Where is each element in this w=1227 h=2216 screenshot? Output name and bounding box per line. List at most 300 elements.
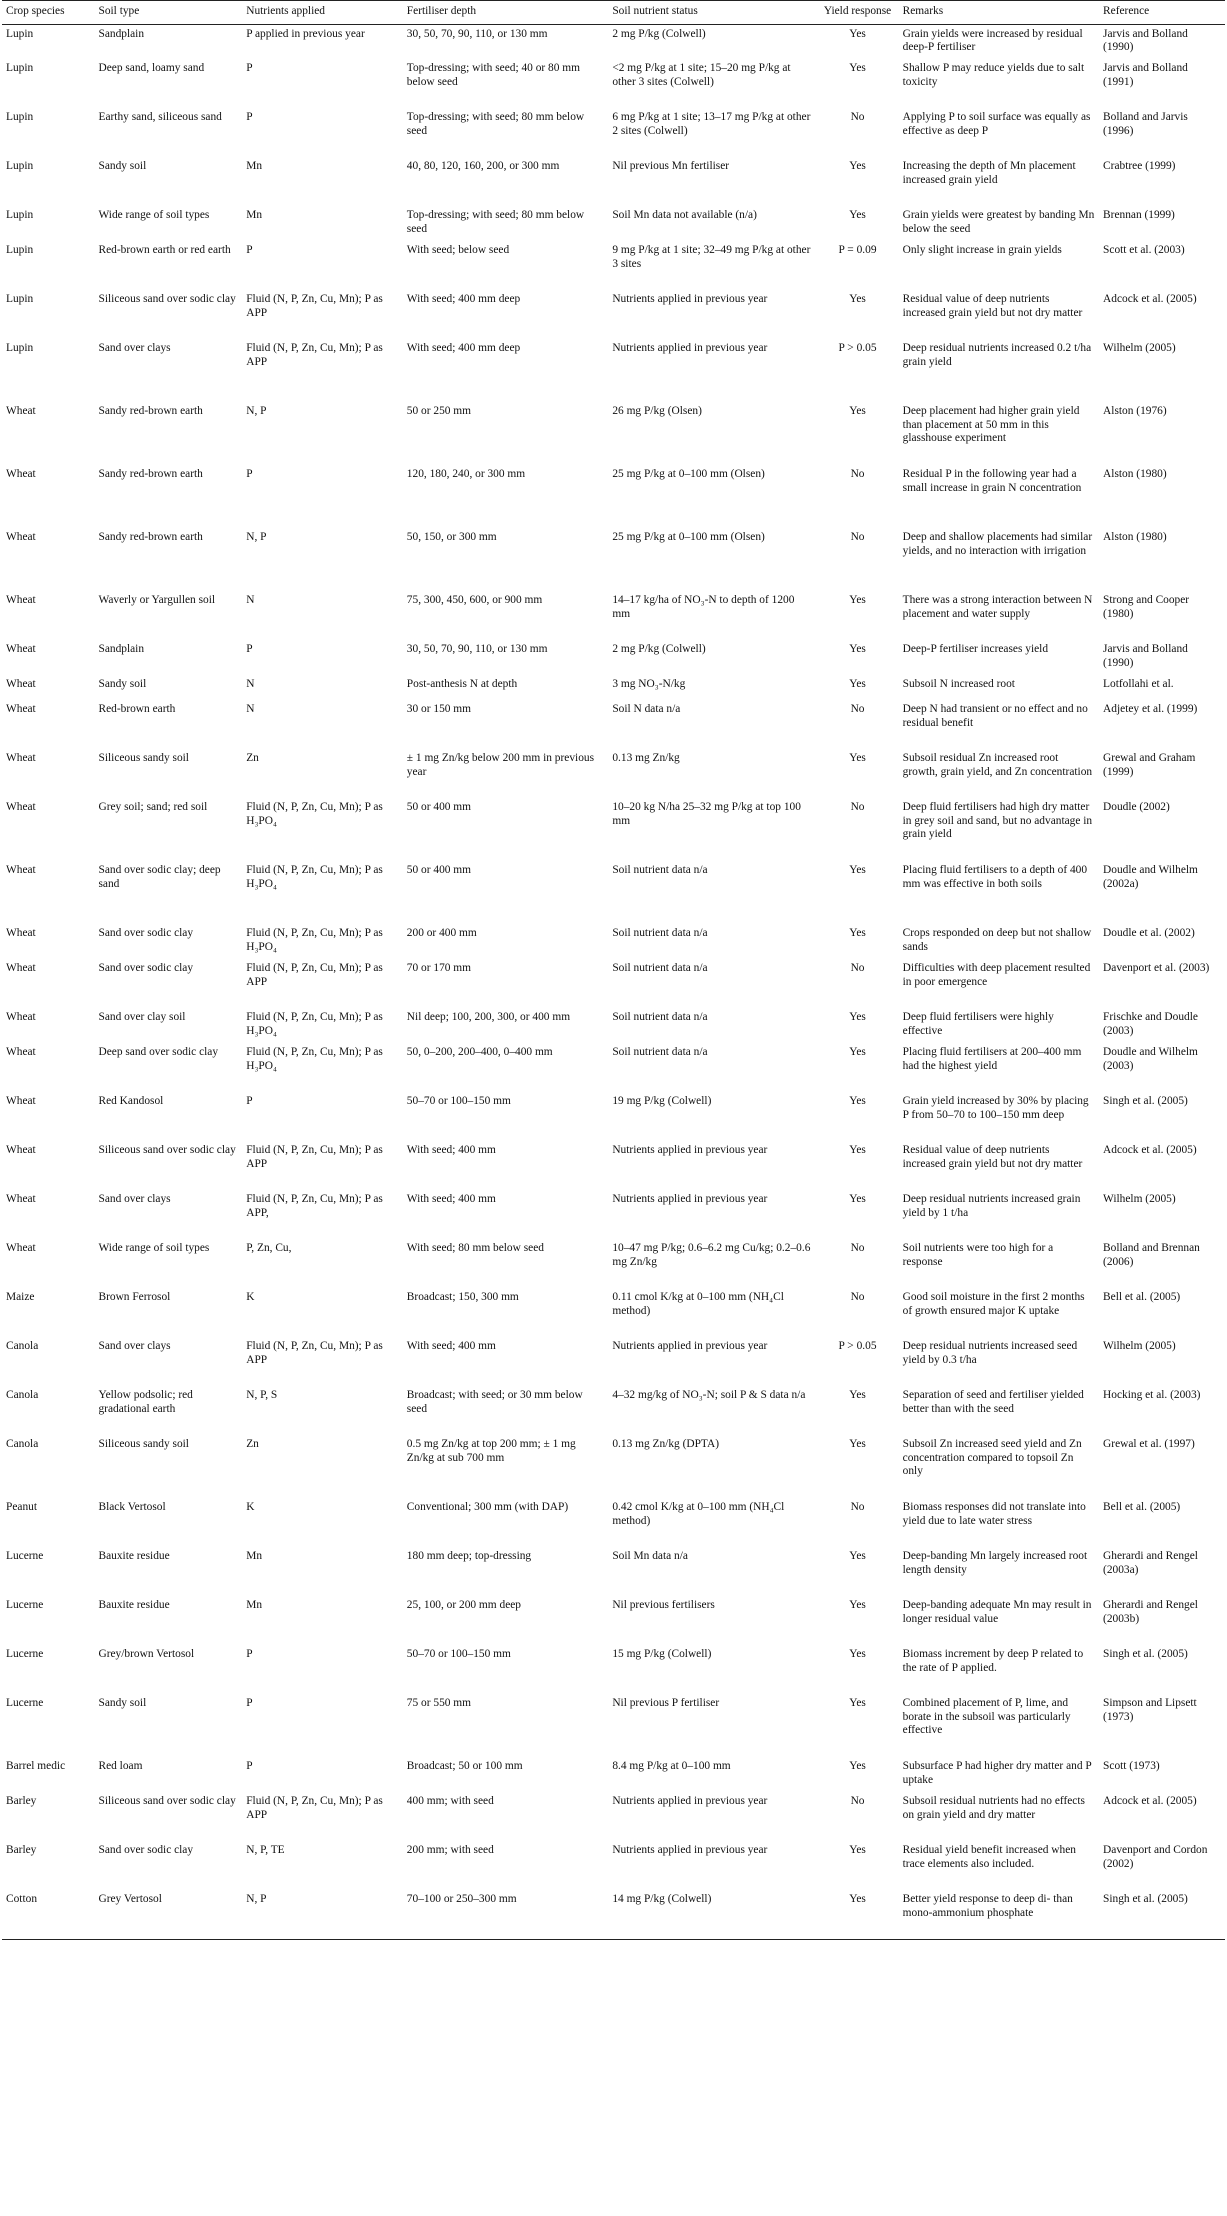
remarks-cell: Residual value of deep nutrients increased grain yield but not dry matter [902, 293, 1083, 319]
header-remarks: Remarks [899, 1, 1099, 25]
soil-nutrient-status-cell: 6 mg P/kg at 1 site; 13–17 mg P/kg at other 2 sites (Colwell) [612, 111, 811, 137]
soil-nutrient-status-cell: 10–20 kg N/ha 25–32 mg P/kg at top 100 mm [612, 801, 801, 827]
fertiliser-depth-cell: 75, 300, 450, 600, or 900 mm [406, 594, 543, 606]
nutrients-applied-cell: K [246, 1501, 255, 1513]
table-row [2, 1008, 1225, 1043]
table-row [2, 798, 1225, 861]
nutrients-applied-cell: N, P [242, 1890, 403, 1939]
nutrients-applied-cell: P [246, 1760, 253, 1772]
table-row [2, 206, 1225, 241]
table-row [2, 108, 1225, 157]
table-row [2, 1757, 1225, 1792]
table-row [2, 465, 1225, 528]
soil-type-cell: Earthy sand, siliceous sand [98, 111, 222, 123]
soil-nutrient-status-cell: 2 mg P/kg (Colwell) [612, 27, 706, 40]
table-row [2, 591, 1225, 640]
nutrients-applied-cell: P [246, 62, 253, 74]
nutrients-applied-cell: P [246, 244, 253, 256]
crop-species-cell: Lucerne [6, 1550, 44, 1562]
header-nutrients-applied: Nutrients applied [242, 1, 403, 25]
reference-cell: Doudle (2002) [1103, 801, 1170, 813]
soil-type-cell: Siliceous sand over sodic clay [98, 1795, 236, 1807]
nutrients-applied-cell: Fluid (N, P, Zn, Cu, Mn); P as APP, [246, 1193, 383, 1219]
fertiliser-depth-cell: Top-dressing; with seed; 80 mm below seed [406, 209, 585, 235]
nutrients-applied-cell: N [246, 594, 255, 606]
fertiliser-depth-cell: Top-dressing; with seed; 80 mm below seed [406, 111, 585, 137]
fertiliser-depth-cell: 200 mm; with seed [406, 1844, 494, 1856]
fertiliser-depth-cell: Broadcast; 150, 300 mm [406, 1291, 519, 1303]
crop-species-cell: Lupin [6, 111, 34, 123]
nutrients-applied-cell: Zn [246, 752, 259, 764]
soil-type-cell: Yellow podsolic; red gradational earth [98, 1389, 193, 1415]
reference-cell: Bolland and Brennan (2006) [1103, 1242, 1200, 1268]
soil-type-cell: Waverly or Yargullen soil [98, 594, 216, 606]
soil-type-cell: Red loam [98, 1760, 143, 1772]
remarks-cell: There was a strong interaction between N placement and water supply [902, 594, 1093, 620]
crop-species-cell: Wheat [6, 962, 36, 974]
soil-nutrient-status-cell: Soil nutrient data n/a [612, 927, 708, 939]
table-row [2, 959, 1225, 1008]
yield-response-cell: No [850, 801, 865, 813]
remarks-cell: Difficulties with deep placement resulted in poor emergence [902, 962, 1091, 988]
soil-nutrient-status-cell: Soil Mn data not available (n/a) [612, 209, 757, 221]
soil-type-cell: Red-brown earth [98, 703, 176, 715]
soil-nutrient-status-cell: Nil previous P fertiliser [612, 1697, 720, 1709]
fertiliser-depth-cell: 30, 50, 70, 90, 110, or 130 mm [406, 27, 548, 40]
nutrients-applied-cell: N, P, TE [246, 1844, 285, 1856]
crop-species-cell: Maize [6, 1291, 35, 1303]
table-row [2, 675, 1225, 700]
fertiliser-depth-cell: With seed; 400 mm [406, 1340, 496, 1352]
reference-cell: Adcock et al. (2005) [1103, 1144, 1197, 1156]
soil-nutrient-status-cell: Nutrients applied in previous year [612, 1340, 768, 1352]
reference-cell: Wilhelm (2005) [1103, 1340, 1176, 1352]
remarks-cell: Placing fluid fertilisers at 200–400 mm had the highest yield [902, 1046, 1082, 1072]
fertiliser-depth-cell: 75 or 550 mm [406, 1697, 472, 1709]
fertiliser-depth-cell: 120, 180, 240, or 300 mm [406, 468, 526, 480]
crop-species-cell: Wheat [6, 594, 36, 606]
fertiliser-depth-cell: With seed; 400 mm [406, 1144, 496, 1156]
header-reference: Reference [1099, 1, 1225, 25]
yield-response-cell: Yes [849, 1697, 866, 1709]
crop-species-cell: Wheat [6, 801, 36, 813]
nutrients-applied-cell: Fluid (N, P, Zn, Cu, Mn); P as APP [246, 293, 383, 319]
soil-nutrient-status-cell: Soil nutrient data n/a [612, 864, 708, 876]
table-row [2, 59, 1225, 108]
nutrients-applied-cell: Fluid (N, P, Zn, Cu, Mn); P as H₃PO₄ [246, 927, 383, 953]
crop-species-cell: Lupin [6, 27, 34, 40]
nutrients-applied-cell: P applied in previous year [246, 27, 365, 40]
table-row [2, 1435, 1225, 1498]
reference-cell: Bell et al. (2005) [1103, 1501, 1181, 1513]
yield-response-cell: Yes [849, 1438, 866, 1450]
fertiliser-depth-cell: Top-dressing; with seed; 40 or 80 mm below seed [406, 62, 581, 88]
remarks-cell: Residual P in the following year had a small increase in grain N concentration [902, 468, 1082, 494]
soil-nutrient-status-cell: 2 mg P/kg (Colwell) [612, 643, 706, 655]
crop-species-cell: Wheat [6, 1242, 36, 1254]
crop-species-cell: Canola [6, 1389, 39, 1401]
crop-species-cell: Lucerne [6, 1697, 44, 1709]
table-row [2, 1386, 1225, 1435]
yield-response-cell: P > 0.05 [838, 342, 877, 354]
fertiliser-depth-cell: 50, 150, or 300 mm [406, 531, 497, 543]
yield-response-cell: Yes [849, 1389, 866, 1401]
reference-cell: Jarvis and Bolland (1991) [1103, 62, 1188, 88]
soil-nutrient-status-cell: Soil Mn data n/a [612, 1550, 688, 1562]
remarks-cell: Good soil moisture in the first 2 months of growth ensured major K uptake [902, 1291, 1085, 1317]
reference-cell: Hocking et al. (2003) [1103, 1389, 1201, 1401]
yield-response-cell: Yes [849, 1599, 866, 1611]
nutrients-applied-cell: P [246, 643, 253, 655]
table-row [2, 1092, 1225, 1141]
nutrients-applied-cell: P [246, 111, 253, 123]
reference-cell: Jarvis and Bolland (1990) [1103, 643, 1188, 669]
remarks-cell: Deep N had transient or no effect and no residual benefit [902, 703, 1088, 729]
crop-species-cell: Barley [6, 1844, 37, 1856]
yield-response-cell: Yes [849, 405, 866, 417]
yield-response-cell: P = 0.09 [838, 244, 877, 256]
table-row [2, 402, 1225, 465]
yield-response-cell: No [850, 1795, 865, 1807]
soil-nutrient-status-cell: Nil previous fertilisers [612, 1599, 715, 1611]
remarks-cell: Biomass responses did not translate into yield due to late water stress [902, 1501, 1086, 1527]
yield-response-cell: Yes [849, 643, 866, 655]
remarks-cell: Deep-banding adequate Mn may result in longer residual value [902, 1599, 1092, 1625]
crop-species-cell: Wheat [6, 1011, 36, 1023]
remarks-cell: Crops responded on deep but not shallow sands [902, 927, 1092, 953]
remarks-cell: Residual yield benefit increased when trace elements also included. [902, 1844, 1076, 1870]
soil-nutrient-status-cell: 10–47 mg P/kg; 0.6–6.2 mg Cu/kg; 0.2–0.6 mg Zn/kg [612, 1242, 811, 1268]
soil-nutrient-status-cell: 0.13 mg Zn/kg [612, 752, 680, 764]
table-row [2, 1792, 1225, 1841]
soil-type-cell: Siliceous sandy soil [98, 752, 189, 764]
crop-species-cell: Wheat [6, 1193, 36, 1205]
crop-species-cell: Lupin [6, 342, 34, 354]
fertiliser-depth-cell: ± 1 mg Zn/kg below 200 mm in previous year [406, 752, 595, 778]
table-row [2, 1043, 1225, 1092]
fertiliser-depth-cell: 30 or 150 mm [406, 703, 472, 715]
soil-nutrient-status-cell: 8.4 mg P/kg at 0–100 mm [612, 1760, 731, 1772]
crop-species-cell: Canola [6, 1340, 39, 1352]
soil-nutrient-status-cell: Soil N data n/a [612, 703, 681, 715]
table-header-row [2, 1, 1225, 25]
header-soil-type: Soil type [94, 1, 242, 25]
crop-species-cell: Peanut [6, 1501, 38, 1513]
soil-type-cell: Sand over clays [98, 1193, 171, 1205]
crop-species-cell: Lupin [6, 209, 34, 221]
crop-species-cell: Wheat [6, 405, 36, 417]
remarks-cell: Subsoil N increased root [902, 678, 1015, 690]
soil-type-cell: Grey soil; sand; red soil [98, 801, 208, 813]
fertiliser-depth-cell: Broadcast; with seed; or 30 mm below seed [406, 1389, 583, 1415]
nutrients-applied-cell: Mn [246, 1550, 263, 1562]
yield-response-cell: Yes [849, 1550, 866, 1562]
fertiliser-depth-cell: 30, 50, 70, 90, 110, or 130 mm [406, 643, 548, 655]
remarks-cell: Deep fluid fertilisers were highly effective [902, 1011, 1054, 1037]
soil-type-cell: Sandy red-brown earth [98, 468, 203, 480]
fertiliser-depth-cell: 180 mm deep; top-dressing [406, 1550, 532, 1562]
header-crop-species: Crop species [2, 1, 94, 25]
soil-type-cell: Bauxite residue [98, 1550, 170, 1562]
soil-nutrient-status-cell: 25 mg P/kg at 0–100 mm (Olsen) [612, 531, 765, 543]
crop-species-cell: Wheat [6, 703, 36, 715]
soil-nutrient-status-cell: 4–32 mg/kg of NO₃-N; soil P & S data n/a [612, 1389, 806, 1401]
reference-cell: Alston (1976) [1103, 405, 1167, 417]
fertiliser-placement-table [2, 0, 1225, 1940]
remarks-cell: Placing fluid fertilisers to a depth of 400 mm was effective in both soils [902, 864, 1088, 890]
table-row [2, 339, 1225, 402]
fertiliser-depth-cell: With seed; 400 mm deep [406, 293, 521, 305]
crop-species-cell: Barrel medic [6, 1760, 66, 1772]
yield-response-cell: Yes [849, 1844, 866, 1856]
crop-species-cell: Wheat [6, 468, 36, 480]
yield-response-cell: Yes [849, 160, 866, 172]
yield-response-cell: Yes [849, 752, 866, 764]
remarks-cell: Increasing the depth of Mn placement increased grain yield [902, 160, 1076, 186]
soil-nutrient-status-cell: Soil nutrient data n/a [612, 1046, 708, 1058]
crop-species-cell: Wheat [6, 643, 36, 655]
reference-cell: Gherardi and Rengel (2003b) [1103, 1599, 1198, 1625]
reference-cell: Simpson and Lipsett (1973) [1103, 1697, 1197, 1723]
soil-type-cell: Sandy soil [98, 160, 147, 172]
reference-cell: Jarvis and Bolland (1990) [1103, 27, 1188, 53]
reference-cell: Davenport et al. (2003) [1103, 962, 1210, 974]
soil-nutrient-status-cell: Nutrients applied in previous year [612, 293, 768, 305]
yield-response-cell: Yes [816, 1890, 898, 1939]
soil-type-cell: Sandplain [98, 643, 145, 655]
remarks-cell: Subsoil residual Zn increased root growth, grain yield, and Zn concentration [902, 752, 1093, 778]
soil-nutrient-status-cell: Nutrients applied in previous year [612, 1844, 768, 1856]
reference-cell: Alston (1980) [1103, 531, 1167, 543]
reference-cell: Doudle et al. (2002) [1103, 927, 1195, 939]
soil-type-cell: Sand over clays [98, 1340, 171, 1352]
fertiliser-depth-cell: With seed; 400 mm [406, 1193, 496, 1205]
table-row [2, 24, 1225, 59]
reference-cell: Brennan (1999) [1103, 209, 1175, 221]
crop-species-cell: Lupin [6, 160, 34, 172]
table-row [2, 1337, 1225, 1386]
soil-type-cell: Sand over clay soil [98, 1011, 186, 1023]
crop-species-cell: Canola [6, 1438, 39, 1450]
fertiliser-depth-cell: With seed; 400 mm deep [406, 342, 521, 354]
crop-species-cell: Lupin [6, 244, 34, 256]
nutrients-applied-cell: N, P [246, 405, 267, 417]
soil-type-cell: Grey Vertosol [94, 1890, 242, 1939]
reference-cell: Bolland and Jarvis (1996) [1103, 111, 1188, 137]
table-row [2, 749, 1225, 798]
table-row [2, 1498, 1225, 1547]
soil-nutrient-status-cell: 14–17 kg/ha of NO₃-N to depth of 1200 mm [612, 594, 795, 620]
soil-type-cell: Red-brown earth or red earth [98, 244, 231, 256]
fertiliser-depth-cell: With seed; 80 mm below seed [406, 1242, 544, 1254]
yield-response-cell: Yes [849, 209, 866, 221]
table-row [2, 290, 1225, 339]
nutrients-applied-cell: Mn [246, 160, 263, 172]
remarks-cell: Deep residual nutrients increased seed yield by 0.3 t/ha [902, 1340, 1078, 1366]
crop-species-cell: Lupin [6, 293, 34, 305]
soil-type-cell: Siliceous sand over sodic clay [98, 1144, 236, 1156]
reference-cell: Adjetey et al. (1999) [1103, 703, 1198, 715]
fertiliser-depth-cell: 400 mm; with seed [406, 1795, 494, 1807]
fertiliser-depth-cell: 0.5 mg Zn/kg at top 200 mm; ± 1 mg Zn/kg at sub 700 mm [406, 1438, 576, 1464]
crop-species-cell: Cotton [2, 1890, 94, 1939]
reference-cell: Singh et al. (2005) [1099, 1890, 1225, 1939]
remarks-cell: Residual value of deep nutrients increased grain yield but not dry matter [902, 1144, 1083, 1170]
table-row [2, 241, 1225, 290]
soil-nutrient-status-cell: Nutrients applied in previous year [612, 1144, 768, 1156]
soil-type-cell: Sandy soil [98, 1697, 147, 1709]
soil-nutrient-status-cell: 0.42 cmol K/kg at 0–100 mm (NH₄Cl method) [612, 1501, 785, 1527]
crop-species-cell: Barley [6, 1795, 37, 1807]
yield-response-cell: Yes [849, 1011, 866, 1023]
fertiliser-depth-cell: 50–70 or 100–150 mm [406, 1648, 511, 1660]
remarks-cell: Subsurface P had higher dry matter and P uptake [902, 1760, 1092, 1786]
nutrients-applied-cell: N [246, 678, 255, 690]
soil-nutrient-status-cell: 0.11 cmol K/kg at 0–100 mm (NH₄Cl method) [612, 1291, 784, 1317]
reference-cell: Strong and Cooper (1980) [1103, 594, 1190, 620]
remarks-cell: Biomass increment by deep P related to the rate of P applied. [902, 1648, 1084, 1674]
yield-response-cell: Yes [849, 1193, 866, 1205]
soil-type-cell: Sand over sodic clay [98, 927, 194, 939]
remarks-cell: Soil nutrients were too high for a response [902, 1242, 1054, 1268]
nutrients-applied-cell: Zn [246, 1438, 259, 1450]
soil-nutrient-status-cell: Nutrients applied in previous year [612, 342, 768, 354]
reference-cell: Bell et al. (2005) [1103, 1291, 1181, 1303]
soil-type-cell: Deep sand, loamy sand [98, 62, 205, 74]
nutrients-applied-cell: Fluid (N, P, Zn, Cu, Mn); P as APP [246, 1340, 383, 1366]
yield-response-cell: Yes [849, 293, 866, 305]
remarks-cell: Better yield response to deep di- than mono-ammonium phosphate [899, 1890, 1099, 1939]
table-row [2, 1288, 1225, 1337]
yield-response-cell: Yes [849, 864, 866, 876]
reference-cell: Davenport and Cordon (2002) [1103, 1844, 1208, 1870]
remarks-cell: Grain yield increased by 30% by placing P from 50–70 to 100–150 mm deep [902, 1095, 1089, 1121]
soil-type-cell: Siliceous sandy soil [98, 1438, 189, 1450]
reference-cell: Singh et al. (2005) [1103, 1095, 1188, 1107]
remarks-cell: Deep residual nutrients increased grain yield by 1 t/ha [902, 1193, 1081, 1219]
reference-cell: Frischke and Doudle (2003) [1103, 1011, 1198, 1037]
yield-response-cell: Yes [849, 1760, 866, 1772]
reference-cell: Wilhelm (2005) [1103, 1193, 1176, 1205]
nutrients-applied-cell: Mn [246, 1599, 263, 1611]
soil-type-cell: Wide range of soil types [98, 209, 210, 221]
reference-cell: Doudle and Wilhelm (2002a) [1103, 864, 1198, 890]
table-row [2, 861, 1225, 924]
table-row [2, 157, 1225, 206]
nutrients-applied-cell: K [246, 1291, 255, 1303]
nutrients-applied-cell: N, P, S [246, 1389, 278, 1401]
soil-nutrient-status-cell: 0.13 mg Zn/kg (DPTA) [612, 1438, 719, 1450]
crop-species-cell: Wheat [6, 864, 36, 876]
crop-species-cell: Wheat [6, 927, 36, 939]
reference-cell: Gherardi and Rengel (2003a) [1103, 1550, 1198, 1576]
yield-response-cell: Yes [849, 678, 866, 690]
yield-response-cell: Yes [849, 1095, 866, 1107]
table-row [2, 1841, 1225, 1890]
table-row [2, 1141, 1225, 1190]
nutrients-applied-cell: Fluid (N, P, Zn, Cu, Mn); P as APP [246, 342, 383, 368]
remarks-cell: Separation of seed and fertiliser yielded better than with the seed [902, 1389, 1084, 1415]
soil-nutrient-status-cell: Nutrients applied in previous year [612, 1795, 768, 1807]
fertiliser-depth-cell: 50 or 250 mm [406, 405, 472, 417]
fertiliser-depth-cell: 70–100 or 250–300 mm [403, 1890, 609, 1939]
fertiliser-depth-cell: Post-anthesis N at depth [406, 678, 518, 690]
nutrients-applied-cell: Fluid (N, P, Zn, Cu, Mn); P as APP [246, 1144, 383, 1170]
reference-cell: Doudle and Wilhelm (2003) [1103, 1046, 1198, 1072]
remarks-cell: Deep residual nutrients increased 0.2 t/ha grain yield [902, 342, 1092, 368]
nutrients-applied-cell: P [246, 1648, 253, 1660]
soil-type-cell: Wide range of soil types [98, 1242, 210, 1254]
remarks-cell: Grain yields were increased by residual deep-P fertiliser [902, 27, 1083, 53]
remarks-cell: Applying P to soil surface was equally as effective as deep P [902, 111, 1091, 137]
fertiliser-depth-cell: 50, 0–200, 200–400, 0–400 mm [406, 1046, 553, 1058]
crop-species-cell: Lupin [6, 62, 34, 74]
table-row [2, 700, 1225, 749]
soil-type-cell: Siliceous sand over sodic clay [98, 293, 236, 305]
header-fertiliser-depth: Fertiliser depth [403, 1, 609, 25]
fertiliser-depth-cell: 70 or 170 mm [406, 962, 472, 974]
table-body [2, 24, 1225, 1939]
yield-response-cell: Yes [849, 1046, 866, 1058]
crop-species-cell: Wheat [6, 752, 36, 764]
nutrients-applied-cell: Fluid (N, P, Zn, Cu, Mn); P as APP [246, 1795, 383, 1821]
soil-nutrient-status-cell: <2 mg P/kg at 1 site; 15–20 mg P/kg at other 3 sites (Colwell) [612, 62, 791, 88]
crop-species-cell: Lucerne [6, 1648, 44, 1660]
table-row [2, 1239, 1225, 1288]
nutrients-applied-cell: P [246, 1697, 253, 1709]
fertiliser-depth-cell: 50–70 or 100–150 mm [406, 1095, 511, 1107]
fertiliser-depth-cell: 25, 100, or 200 mm deep [406, 1599, 522, 1611]
remarks-cell: Grain yields were greatest by banding Mn below the seed [902, 209, 1095, 235]
fertiliser-depth-cell: 50 or 400 mm [406, 864, 472, 876]
reference-cell: Grewal and Graham (1999) [1103, 752, 1196, 778]
nutrients-applied-cell: N, P [246, 531, 267, 543]
yield-response-cell: Yes [849, 1648, 866, 1660]
soil-type-cell: Sand over sodic clay; deep sand [98, 864, 221, 890]
crop-species-cell: Wheat [6, 678, 36, 690]
table-row [2, 1190, 1225, 1239]
yield-response-cell: No [850, 962, 865, 974]
yield-response-cell: No [850, 703, 865, 715]
soil-nutrient-status-cell: Soil nutrient data n/a [612, 962, 708, 974]
soil-nutrient-status-cell: 15 mg P/kg (Colwell) [612, 1648, 712, 1660]
reference-cell: Grewal et al. (1997) [1103, 1438, 1195, 1450]
yield-response-cell: Yes [849, 927, 866, 939]
soil-type-cell: Sandy soil [98, 678, 147, 690]
nutrients-applied-cell: P [246, 468, 253, 480]
reference-cell: Alston (1980) [1103, 468, 1167, 480]
soil-nutrient-status-cell: Nil previous Mn fertiliser [612, 160, 730, 172]
remarks-cell: Deep fluid fertilisers had high dry matter in grey soil and sand, but no advantage in grain yield [902, 801, 1093, 840]
soil-type-cell: Bauxite residue [98, 1599, 170, 1611]
remarks-cell: Deep-banding Mn largely increased root length density [902, 1550, 1088, 1576]
nutrients-applied-cell: N [246, 703, 255, 715]
reference-cell: Adcock et al. (2005) [1103, 1795, 1197, 1807]
nutrients-applied-cell: Fluid (N, P, Zn, Cu, Mn); P as H₃PO₄ [246, 864, 383, 890]
yield-response-cell: No [850, 531, 865, 543]
yield-response-cell: No [850, 1242, 865, 1254]
soil-type-cell: Sand over sodic clay [98, 1844, 194, 1856]
fertiliser-depth-cell: 50 or 400 mm [406, 801, 472, 813]
table-row [2, 640, 1225, 675]
yield-response-cell: No [850, 1291, 865, 1303]
table-row [2, 1890, 1225, 1939]
fertiliser-depth-cell: Nil deep; 100, 200, 300, or 400 mm [406, 1011, 571, 1023]
table-row [2, 528, 1225, 591]
reference-cell: Scott et al. (2003) [1103, 244, 1185, 256]
soil-nutrient-status-cell: 26 mg P/kg (Olsen) [612, 405, 702, 417]
nutrients-applied-cell: Fluid (N, P, Zn, Cu, Mn); P as H₃PO₄ [246, 1011, 383, 1037]
